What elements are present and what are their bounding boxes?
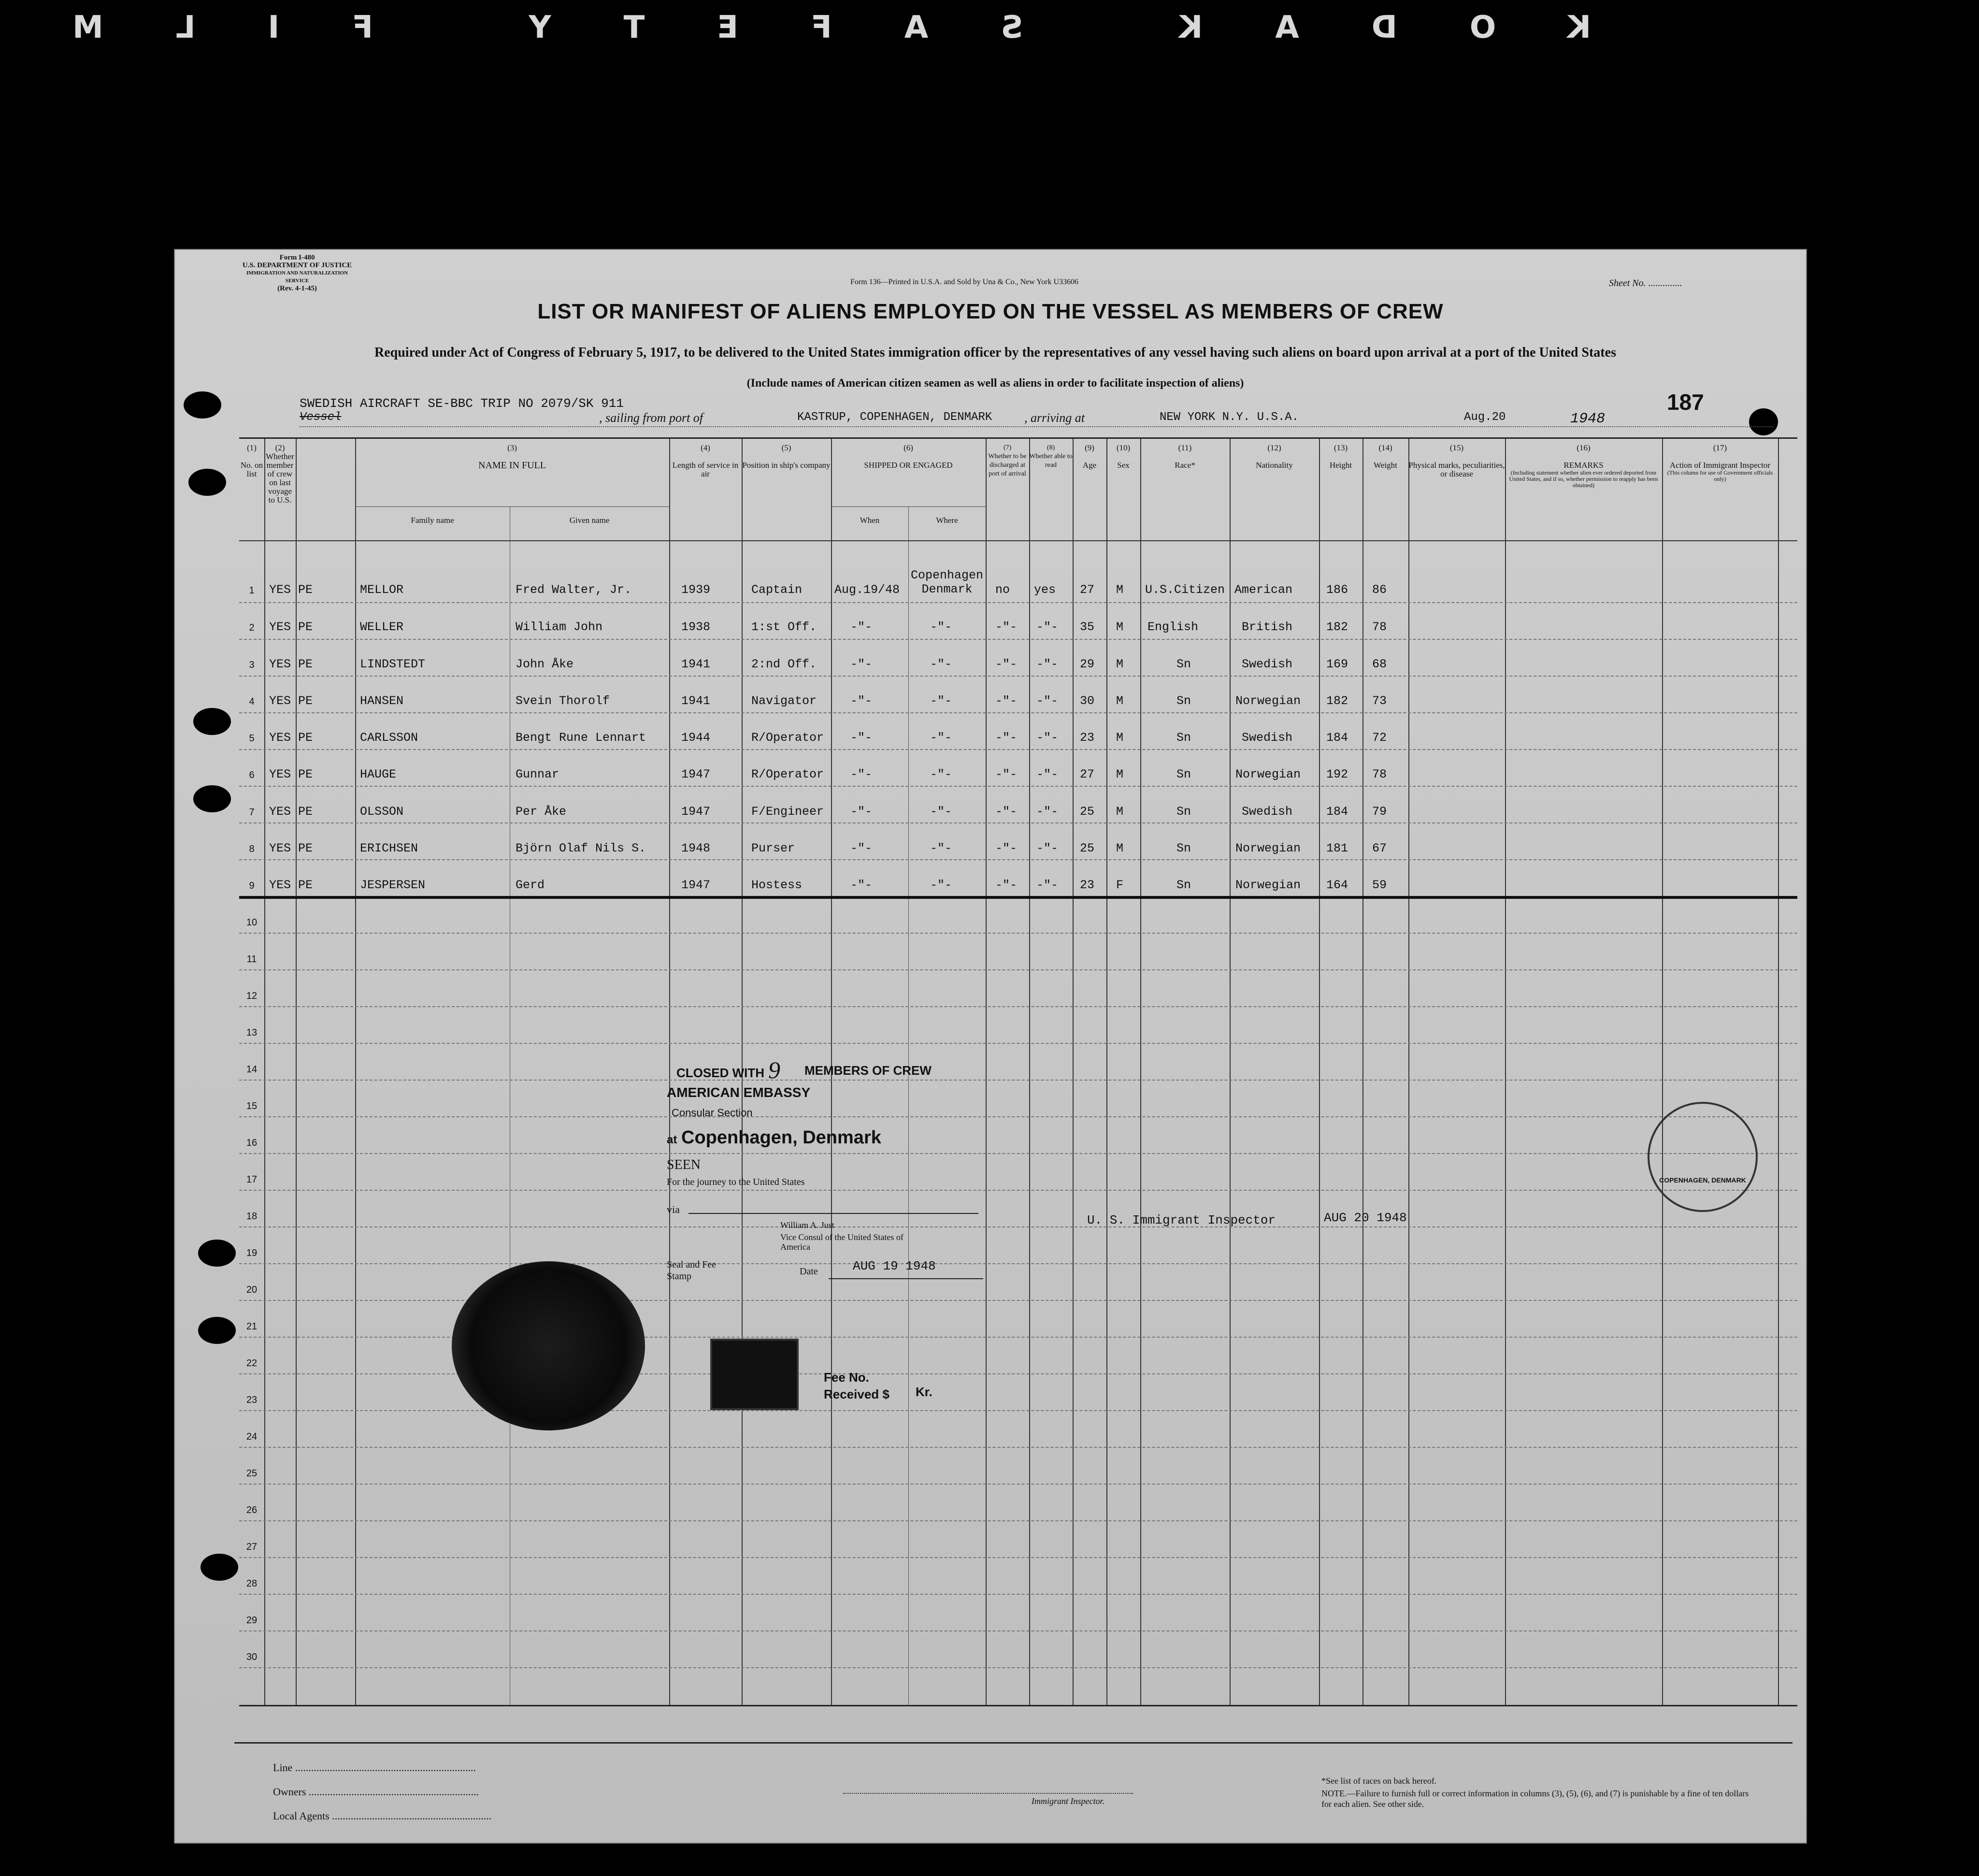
inspector-date: AUG 20 1948 bbox=[1324, 1211, 1407, 1225]
crew-count: 9 bbox=[768, 1056, 780, 1083]
header-age: (9) Age bbox=[1082, 443, 1097, 470]
header-sex: (10) Sex bbox=[1116, 443, 1131, 470]
consular-clearance bbox=[490, 1056, 1167, 1452]
seal-fee-label: Seal and Fee Stamp bbox=[667, 1259, 717, 1282]
row-number: 19 bbox=[246, 1248, 258, 1258]
header-given-name: Given name bbox=[569, 516, 610, 525]
header-race: (11) Race* bbox=[1175, 443, 1195, 470]
printer-imprint: Form 136—Printed in U.S.A. and Sold by Una & Co., New York U33606 bbox=[850, 278, 1079, 286]
row-number: 12 bbox=[246, 991, 258, 1001]
arrival-date: Aug.20 bbox=[1464, 411, 1506, 424]
date-label: Date bbox=[800, 1266, 818, 1277]
row-number: 11 bbox=[246, 954, 257, 965]
voyage-line bbox=[300, 411, 1773, 430]
header-read: (8) Whether able to read bbox=[1029, 444, 1073, 469]
header-weight: (14) Weight bbox=[1374, 443, 1397, 470]
row-number: 25 bbox=[246, 1468, 258, 1479]
row-number: 23 bbox=[246, 1395, 258, 1405]
sailing-label: , sailing from port of bbox=[599, 411, 703, 425]
fee-no-label: Fee No. bbox=[824, 1370, 869, 1385]
punch-hole bbox=[198, 1317, 236, 1344]
row-number: 30 bbox=[246, 1652, 258, 1662]
header-when: When bbox=[860, 516, 880, 525]
header-position: (5) Position in ship's company bbox=[742, 443, 831, 470]
row-number: 13 bbox=[246, 1027, 258, 1038]
form-identifier: Form I-480 U.S. DEPARTMENT OF JUSTICE IMMIGRATION AND NATURALIZATION SERVICE (Rev. 4-1-45) bbox=[242, 254, 352, 292]
embassy-name: AMERICAN EMBASSY bbox=[667, 1085, 811, 1100]
header-shipped: (6) SHIPPED OR ENGAGED bbox=[864, 443, 953, 470]
consular-stamp: COPENHAGEN, DENMARK bbox=[1648, 1102, 1758, 1212]
line-label: Line .................................................................... bbox=[273, 1761, 476, 1774]
row-number: 20 bbox=[246, 1284, 258, 1295]
arriving-label: , arriving at bbox=[1024, 411, 1085, 425]
port-to: NEW YORK N.Y. U.S.A. bbox=[1160, 411, 1299, 424]
row-number: 22 bbox=[246, 1358, 258, 1369]
requirement-text: Required under Act of Congress of February 5, 1917, to be delivered to the United States immigration officer by the representatives of any vessel having such aliens on board upon arrival at a port of the United States bbox=[374, 345, 1616, 360]
seen-label: SEEN bbox=[667, 1157, 701, 1172]
consular-section: Consular Section bbox=[672, 1107, 753, 1119]
header-no: (1) No. on list bbox=[240, 443, 263, 478]
kr-label: Kr. bbox=[916, 1385, 932, 1399]
owners-label: Owners ................................................................ bbox=[273, 1786, 479, 1798]
sheet-number: 187 bbox=[1667, 390, 1704, 415]
punch-hole bbox=[184, 391, 221, 418]
sheet-no-label: Sheet No. .............. bbox=[1609, 278, 1682, 289]
aircraft-trip: SWEDISH AIRCRAFT SE-BBC TRIP NO 2079/SK 911 bbox=[300, 396, 624, 411]
journey-label: For the journey to the United States bbox=[667, 1177, 805, 1187]
page-title: LIST OR MANIFEST OF ALIENS EMPLOYED ON THE VESSEL AS MEMBERS OF CREW bbox=[537, 300, 1444, 323]
embassy-city: Copenhagen, Denmark bbox=[681, 1127, 881, 1148]
header-name: (3) NAME IN FULL bbox=[478, 443, 546, 471]
punch-hole bbox=[193, 785, 231, 812]
row-number: 21 bbox=[246, 1321, 258, 1332]
header-remarks: (16) REMARKS (Including statement whether alien ever ordered deported from United States, and if so, whether permission to reapply has been obtained) bbox=[1509, 443, 1658, 489]
header-service: (4) Length of service in air bbox=[672, 443, 739, 478]
crew-table: (1) No. on list (2) Whether member of crew on last voyage to U.S. (3) NAME IN FULL Family name Given name (4) Length of service in air (5) Position in ship's company (6) SHIPPED OR ENGAGED When Where (7) Whether to be discharged at port of arrival (8) Whether able to read (9) Age (10) Sex (11) Race* (12) Nationality (13) Height (14) Weight (15) Physical marks, peculiarities, or disease (16) REMARKS (Including statement whether alien ever ordered deported from United States, and if so, whether permission to reapply has been obtained) (17) Action of Immigrant Inspector (This column for use of Government officials only) 1 YES PE MELLOR Fred Walter, Jr. 1939 Captain Aug.19/48 Copenhagen Denmark no yes 27 M U.S.Citizen American 186 86 2 YES PE WELLER William John 1938 1:st Off. -"- -"- -"- -"- 35 M English British 182 78 3 YES PE LINDSTEDT John Åke 1941 2:nd Off. -"- -"- -"- -"- 29 M Sn Swedish 169 68 4 YES PE HANSEN Svein Thorolf 1941 Navigator -"- -"- -"- -"- 30 M Sn Norwegian 182 73 5 YES PE CARLSSON Bengt Rune Lennart 1944 R/Operator -"- -"- -"- -"- 23 M Sn Swedish 184 72 6 YES PE HAUGE Gunnar 1947 R/Operator -"- -"- -"- -"- 27 M Sn Norwegian 192 78 7 YES PE OLSSON Per Åke 1947 F/Engineer -"- -"- -"- -"- 25 M Sn Swedish 184 79 8 YES PE ERICHSEN Björn Olaf Nils S. 1948 Purser -"- -"- -"- -"- 25 M Sn Norwegian 181 67 9 YES PE JESPERSEN Gerd 1947 Hostess -"- -"- -"- -"- 23 F Sn Norwegian 164 59 10 11 12 13 14 15 16 17 18 19 20 21 22 23 24 25 26 27 28 29 30 bbox=[239, 437, 1797, 1706]
footer bbox=[234, 1742, 1780, 1839]
port-from: KASTRUP, COPENHAGEN, DENMARK bbox=[797, 411, 992, 424]
arrival-year: 1948 bbox=[1570, 411, 1606, 427]
row-number: 10 bbox=[246, 917, 258, 928]
punch-hole bbox=[201, 1554, 238, 1581]
row-number: 27 bbox=[246, 1542, 258, 1552]
row-number: 24 bbox=[246, 1431, 258, 1442]
closed-with-label: CLOSED WITH bbox=[676, 1066, 764, 1080]
immigrant-inspector-label: Immigrant Inspector. bbox=[1032, 1796, 1104, 1806]
film-edge-marking: KODAK SAFETY FILM bbox=[0, 10, 1591, 45]
header-height: (13) Height bbox=[1329, 443, 1352, 470]
header-discharged: (7) Whether to be discharged at port of arrival bbox=[988, 444, 1027, 477]
row-number: 28 bbox=[246, 1578, 258, 1589]
header-physical-marks: (15) Physical marks, peculiarities, or disease bbox=[1408, 443, 1505, 478]
inspector-line: U. S. Immigrant Inspector bbox=[1087, 1213, 1276, 1227]
row-number: 26 bbox=[246, 1505, 258, 1515]
header-family-name: Family name bbox=[411, 516, 454, 525]
via-label: via bbox=[667, 1203, 680, 1215]
row-number: 17 bbox=[246, 1174, 258, 1185]
header-nationality: (12) Nationality bbox=[1256, 443, 1293, 470]
manifest-sheet bbox=[174, 249, 1807, 1844]
races-note: *See list of races on back hereof. bbox=[1321, 1776, 1437, 1786]
row-number: 15 bbox=[246, 1101, 258, 1111]
vessel-label: Vessel bbox=[300, 411, 342, 424]
at-label: at bbox=[667, 1133, 677, 1146]
consular-date: AUG 19 1948 bbox=[853, 1259, 936, 1273]
punch-hole bbox=[193, 708, 231, 735]
header-inspector-action: (17) Action of Immigrant Inspector (This column for use of Government officials only) bbox=[1667, 443, 1773, 482]
consul-name: William A. Just bbox=[780, 1220, 834, 1230]
punch-hole bbox=[188, 469, 226, 496]
members-label: MEMBERS OF CREW bbox=[804, 1063, 932, 1078]
received-label: Received $ bbox=[824, 1387, 889, 1401]
row-number: 29 bbox=[246, 1615, 258, 1626]
row-number: 16 bbox=[246, 1138, 258, 1148]
punch-hole bbox=[198, 1240, 236, 1267]
row-number: 18 bbox=[246, 1211, 258, 1222]
penalty-note: NOTE.—Failure to furnish full or correct information in columns (3), (5), (6), and (7) is punishable by a fine of ten dollars for each alien. See other side. bbox=[1321, 1789, 1749, 1809]
header-where: Where bbox=[936, 516, 958, 525]
header-last-voyage: (2) Whether member of crew on last voyage to U.S. bbox=[266, 443, 294, 505]
fee-stamp bbox=[710, 1339, 799, 1410]
consul-title: Vice Consul of the United States of America bbox=[780, 1232, 903, 1252]
agents-label: Local Agents ............................................................ bbox=[273, 1810, 492, 1822]
include-note: (Include names of American citizen seamen as well as aliens in order to facilitate inspection of aliens) bbox=[746, 377, 1244, 390]
row-number: 14 bbox=[246, 1064, 258, 1075]
